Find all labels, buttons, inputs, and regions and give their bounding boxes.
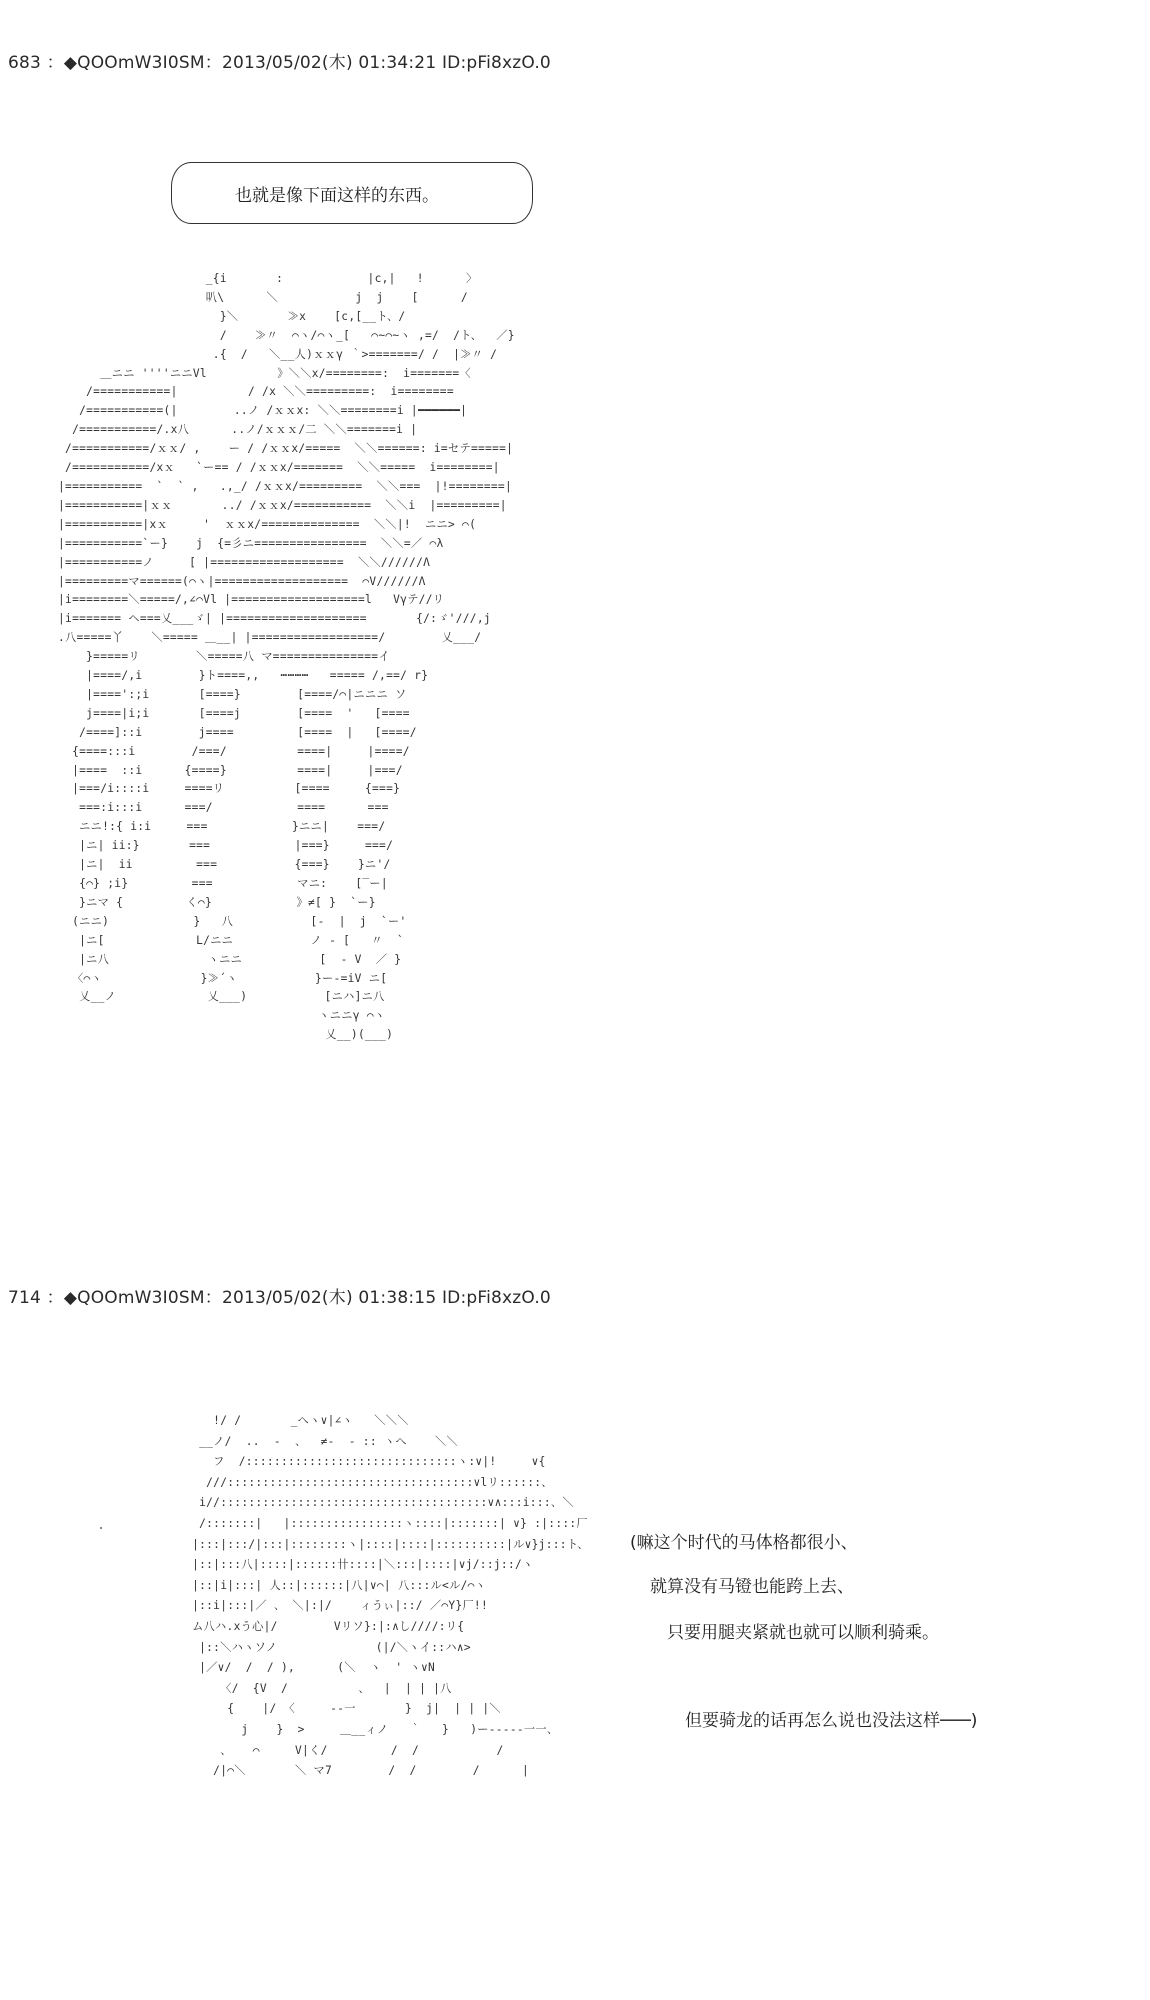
bubble-text: 也就是像下面这样的东西。 bbox=[235, 186, 439, 206]
narration-line-3: 只要用腿夹紧就也就可以顺利骑乘。 bbox=[667, 1623, 939, 1643]
speech-bubble bbox=[163, 160, 545, 224]
narration-line-4: 但要骑龙的话再怎么说也没法这样───) bbox=[685, 1711, 978, 1731]
post-header-683: 683 ：◆QOOmW3I0SM：2013/05/02(木) 01:34:21 ID:pFi8xzO.0 bbox=[8, 53, 551, 73]
post-header-714: 714 ：◆QOOmW3I0SM：2013/05/02(木) 01:38:15 ID:pFi8xzO.0 bbox=[8, 1288, 551, 1308]
stray-dot bbox=[100, 1527, 102, 1529]
rider-ascii-art: !/ / _へヽ∨|∠ヽ ＼＼＼ __ノ/ .. - 、 ≠- - :: ヽへ ＼＼ フ /::::::::::::::::::::::::::::::ヽ:∨|! ∨{ ///:::::::::::::::::::::::::::::::::::∨lリ::::::、 i//::::::::::::::::::::::::::::::::::::::∨∧:::i:::、＼ /:::::::| |::::::::::::::::ヽ::::|:::::::| ∨} :|::::厂 |:::|:::/|:::|::::::::ヽ|::::|::::|::::::::::|ル∨}j:::ト、 |::|:::八|::::|::::::卄::::|＼:::|::::|∨j/::j::/ヽ |::|i|:::| 人::|::::::|八|∨⌒| 八:::ル<ル/⌒ヽ |::i|:::|／ 、 ＼|:|/ ィうぃ|::/ ／⌒Y}厂!! ム八ハ.xう心|/ Vリソ}:|:∧し////:リ{ |::＼ハヽソノ (|/＼ヽイ::ハ∧> |／∨/ / / ), (＼ ヽ ' ヽ∨N 〈/ {V / 、 | | | |八 { |/ 〈 --一 } j| | | |＼ j } > ＿__ィノ ｀ } )ー-----一一、 、 ⌒ V|く/ / / / /|⌒＼ ＼ マ7 / / / | bbox=[192, 1414, 589, 1778]
horse-ascii-art: _{i : |c,| ! 〉 叭\ ＼ j j [ / }＼ ≫x [c,[__ト、/ / ≫〃 ⌒ヽ/⌒ヽ_[ ⌒~⌒~ヽ ,=/ /ト、 ／} .{ / ＼__人)ｘｘγ ｀>=======/ / |≫〃 / ＿ニニ ''''ニニVl 》＼＼x/========: i=======〈 /===========| / /x ＼＼=========: i======== /===========(| ..ノ /ｘｘx: ＼＼========i |━━━━━━| /===========/.x八 ..ノ/ｘｘｘ/二 ＼＼=======i | /===========/ｘｘ/ , ー / /ｘｘx/===== ＼＼======: i=セテ=====| /===========/xｘ `ー== / /ｘｘx/======= ＼＼===== i========| |=========== ` ` , .,_/ /ｘｘx/========= ＼＼=== |!========| |===========|ｘｘ ../ /ｘｘx/=========== ＼＼i |=========| |===========|xｘ ' ｘｘx/============== ＼＼|! ニニ> ⌒( |===========`ー} j {=彡ニ================ ＼＼=／ ⌒λ |===========ノ [ |=================== ＼＼//////Λ |=========マ======(⌒ヽ|=================== ⌒V//////Λ |i========＼=====/,∠⌒Vl |===================l Vγテ//リ |i======= ヘ===乂___ゞ| |==================== {/:ゞ'///,j .八=====丫 ＼===== ＿__| |==================/ 乂___/ }=====リ ＼=====八 マ===============イ |====/,i }ト====,, ┅┅┅┅ ===== /,==/ r} |====':;i [====} [====/⌒|ニニニ ソ j====|i;i [====j [==== ' [==== /====]::i j==== [==== | [====/ {====:::i /===/ ====| |====/ |==== ::i {====} ====| |===/ |===/i::::i ====リ [==== {===} ===:i:::i ===/ ==== === ニニ!:{ i:i === }ニニ| ===/ |ニ| ii:} === |===} ===/ |ニ| ii === {===} }ニ'/ {⌒} ;i} === マニ: [‾ー| }ニマ { く⌒} 》≠[ } `ー} (ニニ) } 八 [- | j `ー' |ニ[ L/ニニ ノ - [ 〃 ` |ニ八 ヽニニ [ - V ／ } 〈⌒ヽ }≫´ヽ }ー-=iV ニ[ 乂__ノ 乂___) [ニハ]ニ八 ヽニニγ ⌒ヽ 乂__)(___) bbox=[58, 272, 515, 1042]
narration-line-2: 就算没有马镫也能跨上去、 bbox=[650, 1577, 854, 1597]
narration-line-1: (嘛这个时代的马体格都很小、 bbox=[630, 1533, 858, 1553]
